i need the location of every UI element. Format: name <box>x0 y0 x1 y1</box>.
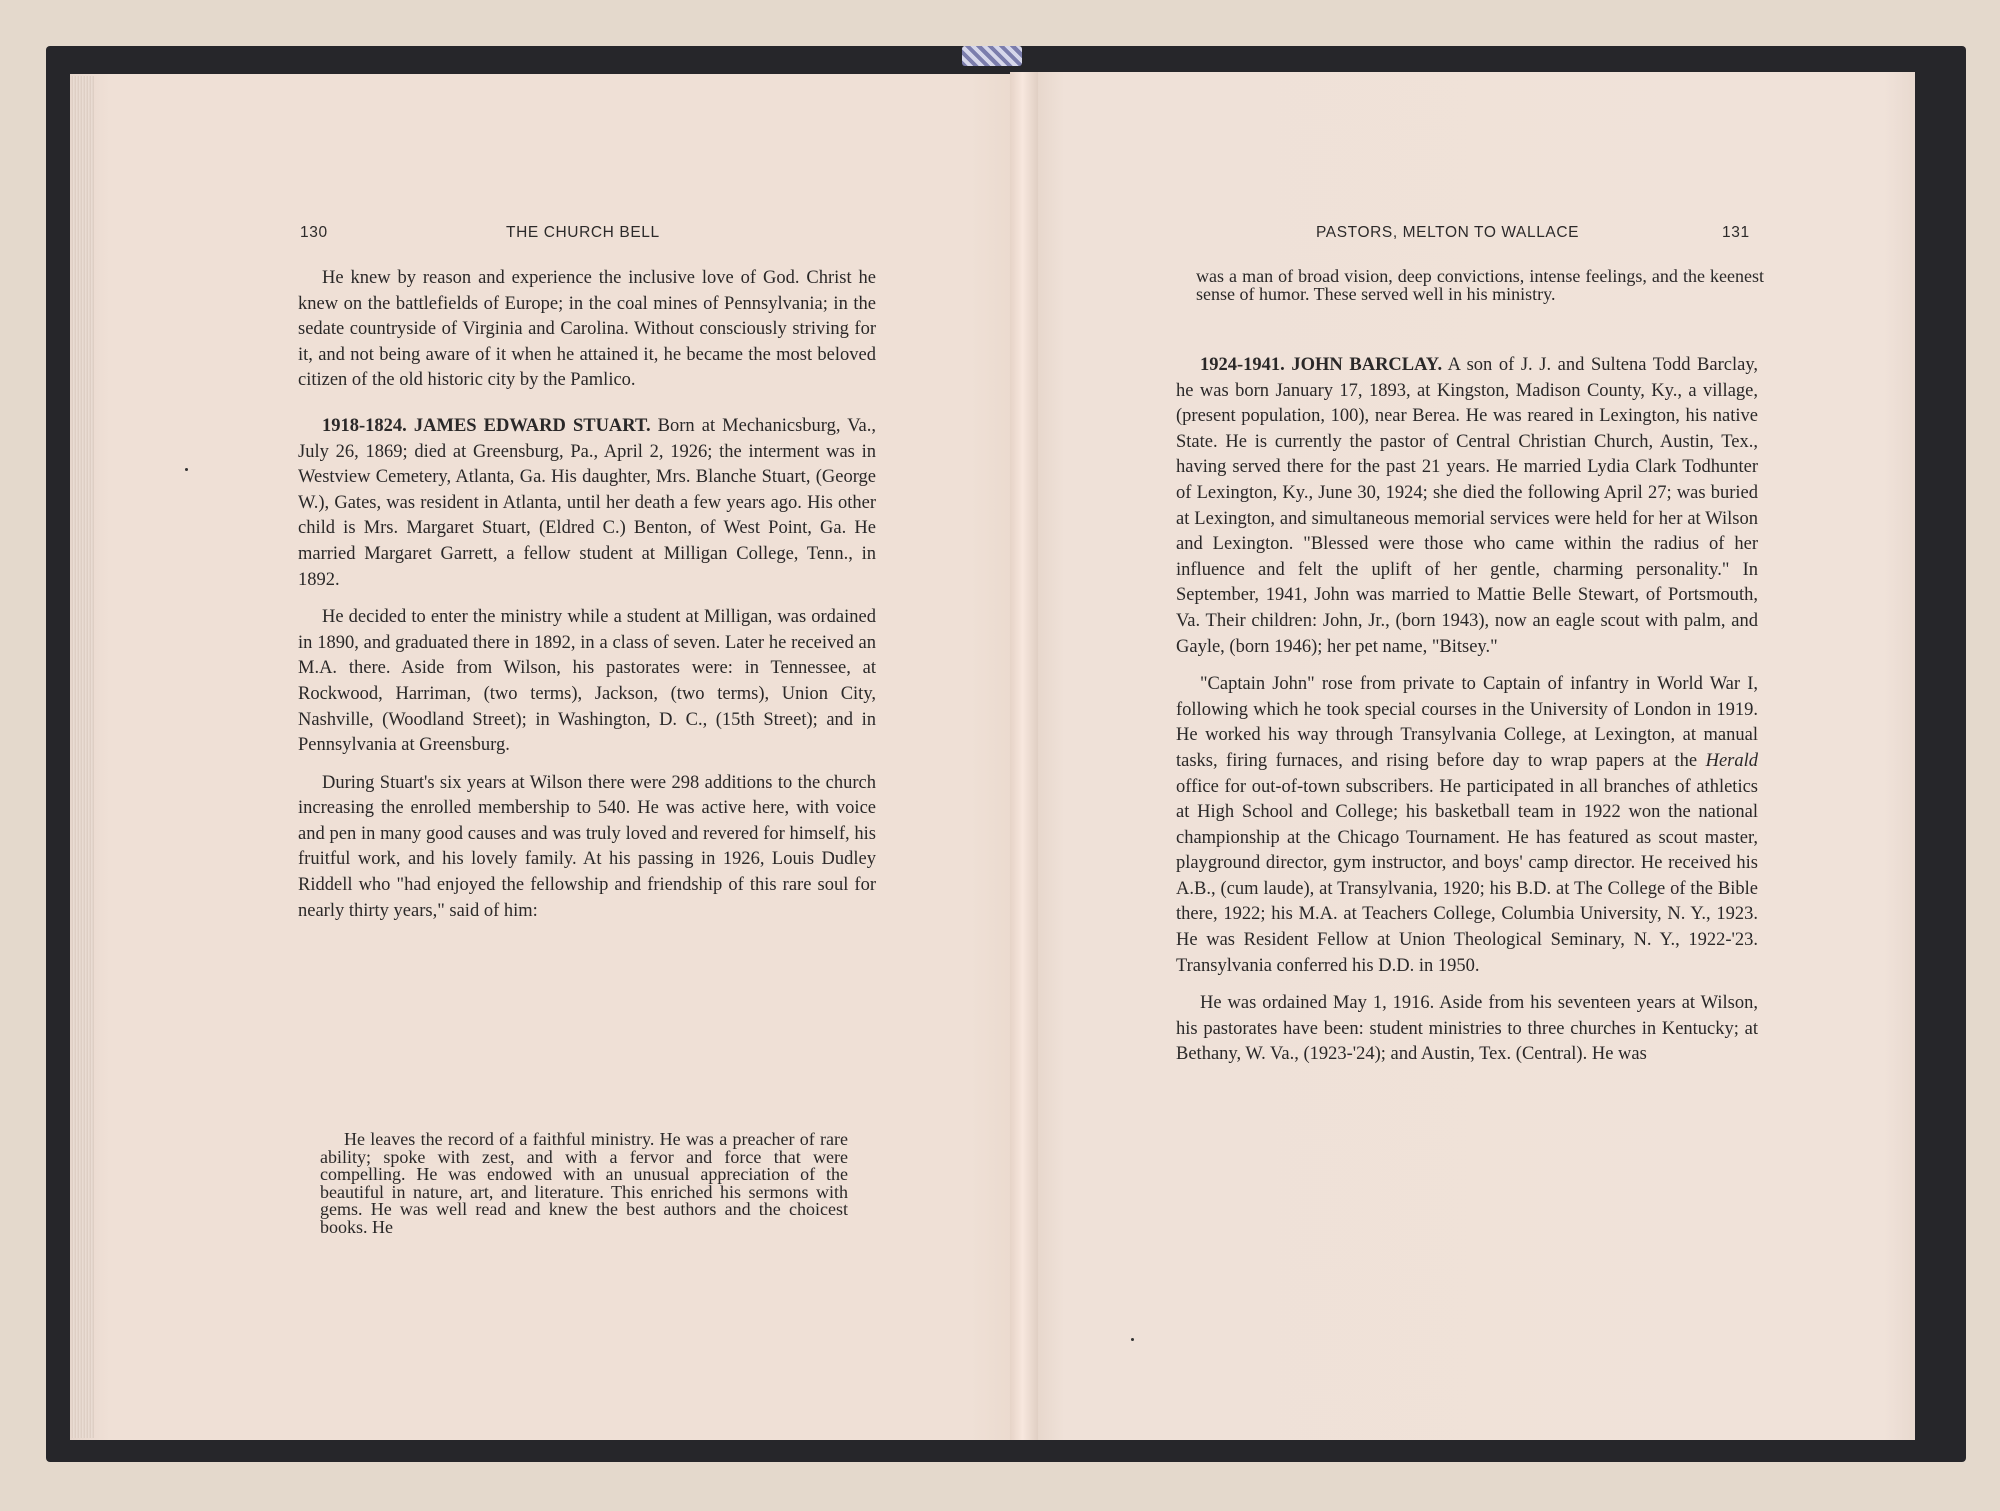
barclay-years: 1924-1941. <box>1200 355 1285 375</box>
left-running-head: THE CHURCH BELL <box>506 224 660 241</box>
right-text-block <box>1176 353 1758 1068</box>
left-paragraph-4: During Stuart's six years at Wilson there were 298 additions to the church increasing the enrolled membership to 540. He was active here, with voice and pen in many good causes and was truly loved and revered for himself, his fruitful work, and his lovely family. At his passing in 1926, Louis Dudley Riddell who "had enjoyed the fellowship and friendship of this rare soul for nearly thirty years," said of him: <box>298 772 876 921</box>
left-text-block <box>298 266 876 924</box>
stuart-years: 1918-1824. <box>322 415 407 436</box>
right-page-number: 131 <box>1722 224 1750 241</box>
quote-continuation <box>1196 268 1764 303</box>
right-paragraph-3: He was ordained May 1, 1916. Aside from his seventeen years at Wilson, his pastorates have been: student ministries to three churches in Kentucky; at Bethany, W. Va., (1923-'24); and Austin, Tex. (Central). He was <box>1176 993 1758 1065</box>
barclay-name: JOHN BARCLAY. <box>1291 355 1443 375</box>
left-paragraph-3: He decided to enter the ministry while a student at Milligan, was ordained in 1890, and graduated there in 1892, in a class of seven. Later he received an M.A. there. Aside from Wilson, his pastorates were: in Tennessee, at Rockwood, Harriman, (two terms), Jackson, (two terms), Union City, Nashville, (Woodland Street); in Washington, D. C., (15th Street); and in Pennsylvania at Greensburg. <box>298 607 876 756</box>
left-page-number: 130 <box>300 224 328 241</box>
right-running-head: PASTORS, MELTON TO WALLACE <box>1316 224 1580 241</box>
stuart-bio: Born at Mechanicsburg, Va., July 26, 1869; died at Greensburg, Pa., April 2, 1926; the interment was in Westview Cemetery, Atlanta, Ga. His daughter, Mrs. Blanche Stuart, (George W.), Gates, was resident in Atlanta, until her death a few years ago. His other child is Mrs. Margaret Stuart, (Eldred C.) Benton, of West Point, Ga. He married Margaret Garrett, a fellow student at Milligan College, Tenn., in 1892. <box>298 415 877 590</box>
speck-mark <box>185 468 188 471</box>
riddell-quote <box>320 1131 848 1237</box>
stuart-name: JAMES EDWARD STUART. <box>413 415 651 436</box>
speck-mark <box>1131 1338 1134 1341</box>
quote-continuation-text: was a man of broad vision, deep convictions, intense feelings, and the keenest sense of humor. These served well in his ministry. <box>1196 266 1764 304</box>
riddell-quote-text: He leaves the record of a faithful ministry. He was a preacher of rare ability; spoke with zest, and with a fervor and force that were compelling. He was endowed with an unusual appreciation of the beautiful in nature, art, and literature. This enriched his sermons with gems. He was well read and knew the best authors and the choicest books. He <box>320 1129 848 1237</box>
left-paragraph-1: He knew by reason and experience the inclusive love of God. Christ he knew on the battlefields of Europe; in the coal mines of Pennsylvania; in the sedate countryside of Virginia and Carolina. Without consciously striving for it, and not being aware of it when he attained it, he became the most beloved citizen of the old historic city by the Pamlico. <box>298 268 876 391</box>
herald-title: Herald <box>1705 750 1758 771</box>
bookmark-ribbon <box>962 46 1022 66</box>
stuart-entry <box>298 414 876 593</box>
barclay-entry <box>1176 353 1758 660</box>
book-gutter <box>1010 72 1038 1440</box>
right-paragraph-2: "Captain John" rose from private to Captain of infantry in World War I, following which he took special courses in the University of London in 1919. He worked his way through Transylvania College, at Lexington, at manual tasks, firing furnaces, and rising before day to wrap papers at the Herald office for out-of-town subscribers. He participated in all branches of athletics at High School and College; his basketball team in 1922 won the national championship at the Chicago Tournament. He has featured as scout master, playground director, gym instructor, and boys' camp director. He received his A.B., (cum laude), at Transylvania, 1920; his B.D. at The College of the Bible there, 1922; his M.A. at Teachers College, Columbia University, N. Y., 1923. He was Resident Fellow at Union Theological Seminary, N. Y., 1922-'23. Transylvania conferred his D.D. in 1950. <box>1176 674 1758 976</box>
barclay-bio: A son of J. J. and Sultena Todd Barclay, he was born January 17, 1893, at Kingston, Madison County, Ky., a village, (present population, 100), near Berea. He was reared in Lexington, his native State. He is currently the pastor of Central Christian Church, Austin, Tex., having served there for the past 21 years. He married Lydia Clark Todhunter of Lexington, Ky., June 30, 1924; she died the following April 27; was buried at Lexington, and simultaneous memorial services were held for her at Wilson and Lexington. "Blessed were those who came within the radius of her influence and felt the uplift of her gentle, charming personality." In September, 1941, John was married to Mattie Belle Stewart, of Portsmouth, Va. Their children: John, Jr., (born 1943), now an eagle scout with palm, and Gayle, (born 1946); her pet name, "Bitsey." <box>1176 355 1758 657</box>
page-edges <box>72 76 94 1438</box>
